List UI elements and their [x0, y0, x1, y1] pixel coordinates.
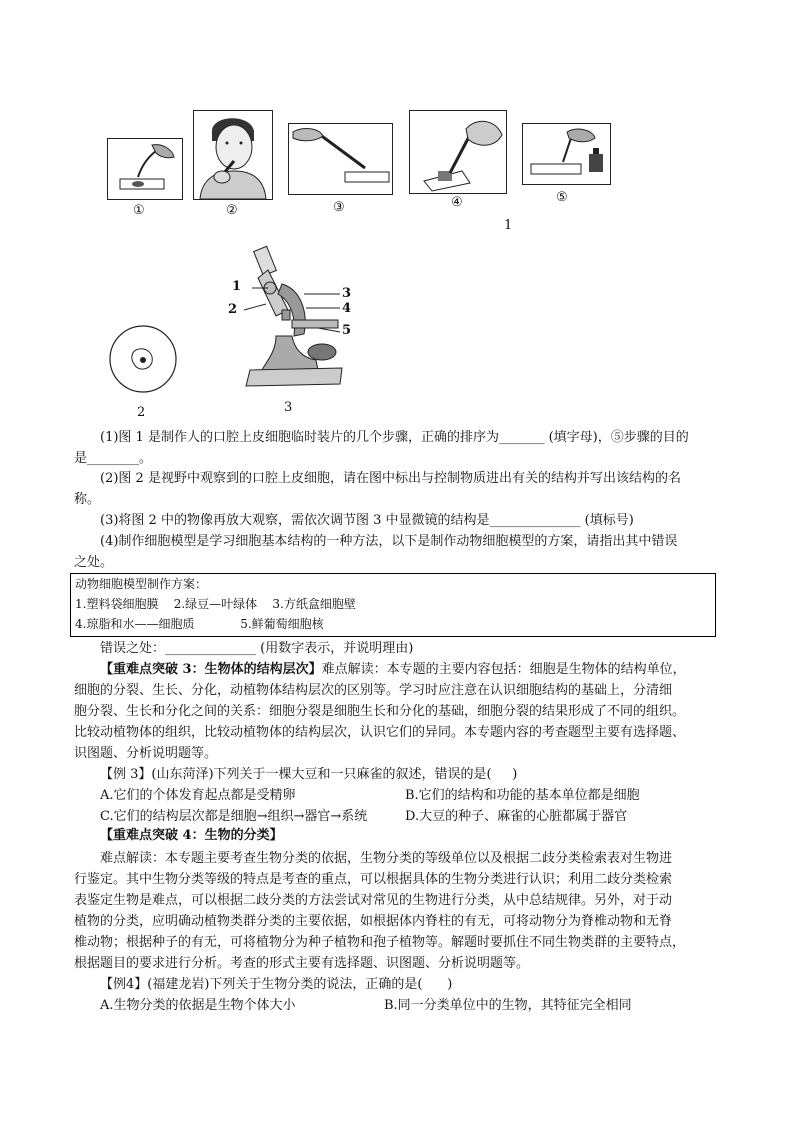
- figure1-caption: 1: [504, 218, 513, 233]
- breakthrough4-line5: 椎动物；根据种子的有无，可将植物分为种子植物和孢子植物等。解题时要抓住不同生物类群的主要特点，: [74, 935, 686, 950]
- stain-bottle-drawing: [523, 124, 610, 184]
- breakthrough4-heading: 【重难点突破 4：生物的分类】: [100, 828, 283, 843]
- example4-option-a: A.生物分类的依据是生物个体大小: [100, 998, 296, 1013]
- figure2-caption: 2: [137, 405, 146, 420]
- cell-model-scheme-box: [70, 573, 716, 637]
- step1-image: [107, 138, 183, 200]
- microscope-part-label: 4: [342, 301, 352, 316]
- example3-option-d: D.大豆的种子、麻雀的心脏都属于器官: [405, 809, 628, 824]
- breakthrough3-line1: [100, 661, 750, 678]
- cell-view-diagram: [108, 320, 178, 398]
- breakthrough4-line2: 行鉴定。其中生物分类等级的特点是考查的重点，可以根据具体的生物分类进行认识；利用二歧分类检索: [74, 872, 673, 887]
- example4-option-b: B.同一分类单位中的生物，其特征完全相同: [384, 998, 632, 1013]
- step-label: ②: [226, 203, 238, 218]
- error-answer-line: 错误之处：______________ (用数字表示，并说明理由): [100, 641, 414, 656]
- person-mouth-drawing: [194, 111, 272, 199]
- breakthrough4-line6: 根据题目的要求进行分析。考查的形式主要有选择题、识图题、分析说明题等。: [74, 956, 530, 971]
- breakthrough4-line3: 表鉴定生物是难点，可以根据二歧分类的方法尝试对常见的生物进行分类，从中总结规律。另外，对于动: [74, 893, 673, 908]
- microscope-part-label: 2: [228, 302, 238, 317]
- scheme-title: 动物细胞模型制作方案：: [75, 577, 208, 591]
- example4-stem: 【例4】(福建龙岩)下列关于生物分类的说法，正确的是( ): [100, 977, 453, 992]
- question-4-line1: (4)制作细胞模型是学习细胞基本结构的一种方法，以下是制作动物细胞模型的方案，请指出其中错误: [100, 534, 678, 549]
- step-label: ①: [133, 203, 145, 218]
- microscope-part-label: 5: [342, 323, 352, 338]
- step4-image: [409, 110, 507, 194]
- breakthrough3-line5: 识图题、分析说明题等。: [74, 746, 218, 761]
- question-3: (3)将图 2 中的物像再放大观察，需依次调节图 3 中显微镜的结构是______________ (填标号): [100, 513, 634, 528]
- scheme-row-1: 1.塑料袋细胞膜 2.绿豆—叶绿体 3.方纸盒细胞壁: [75, 597, 356, 611]
- microscope-part-label: 3: [342, 286, 352, 301]
- figure3-caption: 3: [284, 400, 293, 415]
- breakthrough4-line4: 植物的分类，应明确动植物类群分类的主要依据，如根据体内脊柱的有无，可将动物分为脊椎动物和无脊: [74, 914, 673, 929]
- example3-option-b: B.它们的结构和功能的基本单位都是细胞: [405, 788, 640, 803]
- dropper-slide-drawing: [108, 139, 182, 199]
- step3-image: [288, 123, 393, 195]
- step2-image: [193, 110, 273, 200]
- question-1-line1: (1)图 1 是制作人的口腔上皮细胞临时装片的几个步骤，正确的排序为_______ (填字母)，⑤步骤的目的: [100, 430, 689, 445]
- question-1-line2: 是________。: [74, 451, 153, 466]
- example3-option-c: C.它们的结构层次都是细胞→组织→器官→系统: [100, 809, 368, 824]
- question-4-line2: 之处。: [74, 555, 114, 570]
- breakthrough3-heading: 【重难点突破 3：生物体的结构层次】: [100, 662, 322, 677]
- pipette-drawing: [289, 124, 392, 194]
- question-2-line2: 称。: [74, 492, 101, 507]
- example3-option-a: A.它们的个体发育起点都是受精卵: [100, 788, 296, 803]
- breakthrough3-line2: 细胞的分裂、生长、分化，动植物体结构层次的区别等。学习时应注意在认识细胞结构的基础上，分清细: [74, 683, 673, 698]
- forceps-coverslip-drawing: [410, 111, 506, 193]
- breakthrough3-line3: 胞分裂、生长和分化之间的关系：细胞分裂是细胞生长和分化的基础，细胞分裂的结果形成了不同的组织。: [74, 704, 686, 719]
- breakthrough3-line4: 比较动植物体的组织，比较动植物体的结构层次，认识它们的异同。本专题内容的考查题型主要有选择题、: [74, 725, 686, 740]
- example3-stem: 【例 3】(山东菏泽)下列关于一棵大豆和一只麻雀的叙述，错误的是( ): [100, 767, 518, 782]
- breakthrough4-line1: 难点解读：本专题主要考查生物分类的依据，生物分类的等级单位以及根据二歧分类检索表对生物进: [100, 851, 673, 866]
- microscope-part-label: 1: [232, 279, 242, 294]
- question-2-line1: (2)图 2 是视野中观察到的口腔上皮细胞，请在图中标出与控制物质进出有关的结构并写出该结构的名: [100, 471, 681, 486]
- step5-image: [522, 123, 611, 185]
- breakthrough3-text: 难点解读：本专题的主要内容包括：细胞是生物体的结构单位，: [321, 662, 686, 677]
- microscope-diagram: [222, 240, 362, 388]
- step-label: ③: [333, 200, 345, 215]
- step-label: ⑤: [556, 190, 568, 205]
- step-label: ④: [451, 195, 463, 210]
- scheme-row-2: 4.琼脂和水——细胞质 5.鲜葡萄细胞核: [75, 617, 324, 631]
